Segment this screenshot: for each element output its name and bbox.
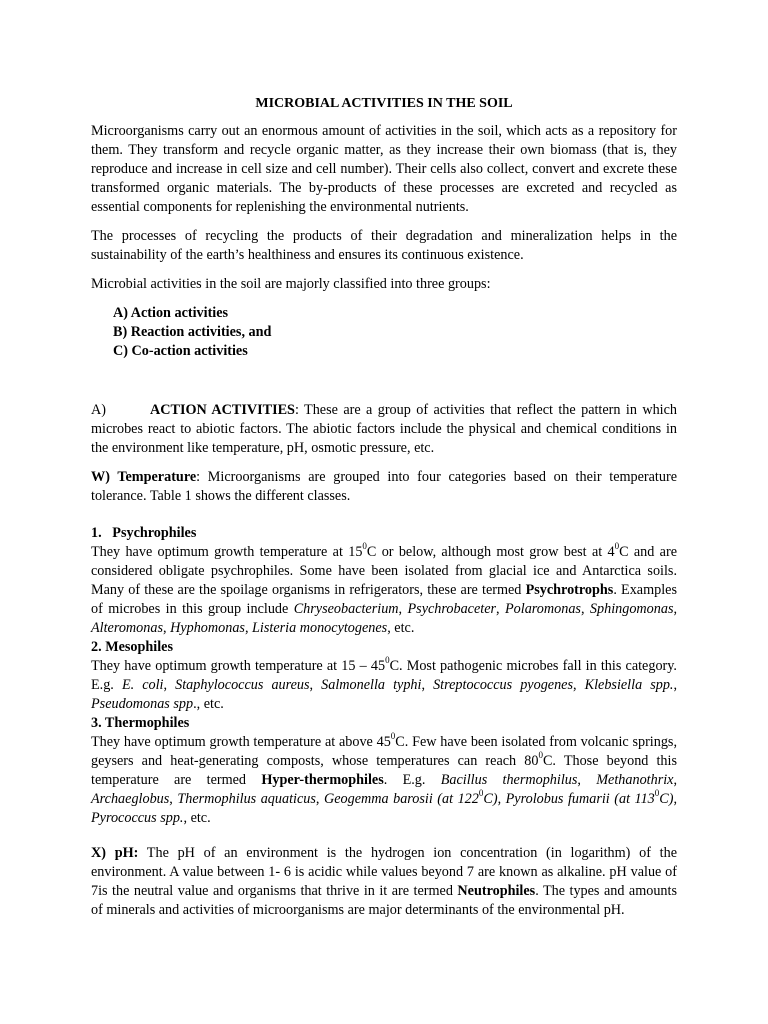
- list-item: C) Co-action activities: [113, 343, 248, 359]
- species-name: C): [483, 791, 498, 807]
- species-name: Thermophilus aquaticus: [177, 791, 316, 807]
- bold-term: Psychrotrophs: [525, 582, 614, 598]
- superscript: 0: [538, 750, 543, 761]
- intro-paragraph-3: Microbial activities in the soil are majorly classified into three groups:: [91, 276, 491, 292]
- text-run: C. Most pathogenic microbes fall in this category. E.g.: [91, 658, 677, 693]
- species-name: Polaromonas: [505, 601, 581, 617]
- superscript: 0: [478, 788, 484, 799]
- text-run: C. Those beyond this temperature are termed: [91, 753, 677, 788]
- text-run: They have optimum growth temperature at above 45: [91, 734, 391, 750]
- groups-list: [113, 304, 677, 361]
- superscript: 0: [654, 788, 660, 799]
- separator: ,: [577, 772, 597, 788]
- separator: ,: [673, 791, 678, 807]
- ph-heading: X) pH:: [91, 845, 139, 861]
- separator: ,: [244, 620, 253, 636]
- list-item: B) Reaction activities, and: [113, 324, 272, 340]
- separator: ,: [497, 791, 506, 807]
- species-name: Chryseobacterium: [293, 601, 399, 617]
- text-run: They have optimum growth temperature at 15: [91, 544, 363, 560]
- species-name: Bacillus thermophilus: [440, 772, 578, 788]
- text-run: C and are considered obligate psychrophiles. Some have been isolated from glacial ice and Antarctica soils. Many of these are the spoilage organisms in refrigerators, these are termed: [91, 544, 677, 598]
- species-name: Staphylococcus aureus: [175, 677, 310, 693]
- text-run: . Examples of microbes in this group include: [91, 582, 677, 617]
- thermophiles-paragraph: [91, 733, 677, 828]
- thermophiles-heading: 3. Thermophiles: [91, 715, 190, 731]
- superscript: 0: [614, 541, 620, 552]
- separator: ,: [162, 620, 171, 636]
- separator: ,: [421, 677, 434, 693]
- document-page: [91, 94, 677, 920]
- temperature-paragraph: [91, 468, 677, 506]
- text-run: . E.g.: [383, 772, 441, 788]
- species-name: Salmonella typhi: [321, 677, 422, 693]
- species-name: Hyphomonas: [170, 620, 245, 636]
- section-heading: ACTION ACTIVITIES: [149, 402, 295, 418]
- separator: ,: [163, 677, 176, 693]
- species-name: E. coli: [121, 677, 164, 693]
- temperature-heading: W) Temperature: [91, 469, 197, 485]
- species-name: Pseudomonas spp: [91, 696, 194, 712]
- species-name: Alteromonas: [91, 620, 163, 636]
- separator: ,: [309, 677, 322, 693]
- psychrophiles-heading: 1. Psychrophiles: [91, 525, 197, 541]
- page-title: MICROBIAL ACTIVITIES IN THE SOIL: [255, 96, 513, 111]
- superscript: 0: [390, 731, 396, 742]
- species-name: Streptococcus pyogenes: [433, 677, 573, 693]
- bold-term: Hyper-thermophiles: [261, 772, 384, 788]
- bold-term: Neutrophiles: [457, 883, 536, 899]
- section-a-paragraph: [91, 401, 677, 458]
- intro-paragraph-2: The processes of recycling the products of their degradation and mineralization helps in the sustainability of the earth’s healthiness and ensures its continuous existence.: [91, 228, 677, 263]
- mesophiles-heading: 2. Mesophiles: [91, 639, 173, 655]
- species-name: Geogemma barosii (at 122: [323, 791, 479, 807]
- section-text: : These are a group of activities that reflect the pattern in which microbes react to abiotic factors. The abiotic factors include the physical and chemical conditions in the environment like temperature, pH, osmotic pressure, etc.: [91, 402, 677, 456]
- separator: ,: [398, 601, 408, 617]
- separator: ,: [496, 601, 505, 617]
- text-run: , etc.: [183, 810, 211, 826]
- species-name: Pyrococcus spp.: [91, 810, 184, 826]
- psychrophiles-paragraph: [91, 543, 677, 638]
- separator: ,: [673, 772, 678, 788]
- separator: ,: [580, 601, 590, 617]
- text-run: . The types and amounts of minerals and activities of microorganisms are major determinants of the environmental pH.: [91, 883, 677, 918]
- spacer: [91, 361, 677, 401]
- intro-paragraph-1: Microorganisms carry out an enormous amount of activities in the soil, which acts as a repository for them. They transform and recycle organic matter, as they increase their own biomass (that is, they reproduce and increase in cell size and cell number). Their cells also collect, convert and excrete these transformed organic materials. The by-products of these processes are excreted and recycled as essential components for replenishing the environmental nutrients.: [91, 123, 677, 215]
- separator: ,: [673, 677, 678, 693]
- species-name: Methanothrix: [596, 772, 674, 788]
- text-run: C or below, although most grow best at 4: [366, 544, 615, 560]
- superscript: 0: [385, 655, 390, 666]
- text-run: , etc.: [387, 620, 415, 636]
- separator: ,: [169, 791, 178, 807]
- separator: ,: [315, 791, 324, 807]
- separator: ,: [673, 601, 678, 617]
- text-run: C. Few have been isolated from volcanic springs, geysers and heat-generating composts, whose temperatures can reach 80: [91, 734, 677, 769]
- superscript: 0: [362, 541, 367, 552]
- species-name: Sphingomonas: [589, 601, 674, 617]
- temperature-text: : Microorganisms are grouped into four categories based on their temperature tolerance. Table 1 shows the different classes.: [91, 469, 677, 504]
- ph-paragraph: [91, 844, 677, 920]
- section-marker: A): [91, 402, 106, 418]
- species-name: Psychrobaceter: [407, 601, 497, 617]
- separator: ,: [573, 677, 585, 693]
- species-name: C): [659, 791, 674, 807]
- list-item: A) Action activities: [113, 305, 229, 321]
- text-run: The pH of an environment is the hydrogen ion concentration (in logarithm) of the environment. A value between 1- 6 is acidic while values beyond 7 are known as alkaline. pH value of 7is the neutral value and organisms that thrive in it are termed: [91, 845, 677, 899]
- text-run: They have optimum growth temperature at 15 – 45: [91, 658, 386, 674]
- species-name: Pyrolobus fumarii (at 113: [505, 791, 655, 807]
- species-name: Archaeglobus: [91, 791, 170, 807]
- mesophiles-paragraph: [91, 657, 677, 714]
- species-name: Klebsiella spp.: [584, 677, 674, 693]
- species-name: Listeria monocytogenes: [252, 620, 388, 636]
- text-run: ., etc.: [193, 696, 224, 712]
